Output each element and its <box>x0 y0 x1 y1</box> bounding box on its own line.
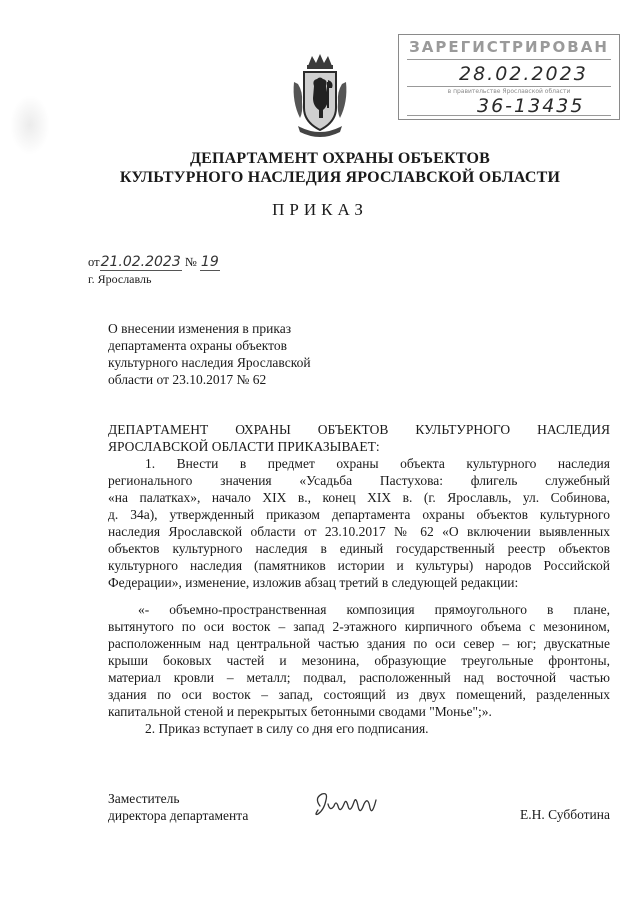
order-date: 21.02.2023 <box>100 254 181 270</box>
subject-line: О внесении изменения в приказ <box>108 321 292 336</box>
body-line: здания по оси восток – запад, состоящий из двух помещений, разделенных <box>108 687 610 702</box>
handwritten-signature-icon <box>310 788 380 822</box>
body-line: наследия Ярославской области от 23.10.2017 № 62 «О включении выявленных <box>108 524 610 539</box>
order-subject <box>108 320 311 388</box>
stamp-number: 36-13435 <box>477 95 585 117</box>
stamp-note: в правительстве Ярославской области <box>447 88 571 95</box>
body-line: 2. Приказ вступает в силу со дня его подписания. <box>145 721 429 736</box>
body-line: регионального значения «Усадьба Пастухова: флигель служебный <box>108 473 610 488</box>
department-name-line2: КУЛЬТУРНОГО НАСЛЕДИЯ ЯРОСЛАВСКОЙ ОБЛАСТИ <box>119 169 561 186</box>
department-name-line1: ДЕПАРТАМЕНТ ОХРАНЫ ОБЪЕКТОВ <box>189 150 491 167</box>
signatory-title <box>108 790 248 824</box>
body-line: расположенным над центральной частью здания по оси север – юг; двускатные <box>108 636 610 651</box>
body-line: объектов культурного наследия в единый государственный реестр объектов <box>108 541 610 556</box>
body-line: ЯРОСЛАВСКОЙ ОБЛАСТИ ПРИКАЗЫВАЕТ: <box>108 439 380 454</box>
body-line: капитальной стеной и перекрытых бетонными сводами "Монье";». <box>108 704 492 719</box>
signatory-title-line2: директора департамента <box>108 808 249 823</box>
body-line: «на палатках», начало XIX в., конец XIX в. (г. Ярославль, ул. Собинова, <box>108 490 610 505</box>
stamp-divider <box>407 86 611 87</box>
subject-line: департамента охраны объектов <box>108 338 287 353</box>
body-line: ДЕПАРТАМЕНТ ОХРАНЫ ОБЪЕКТОВ КУЛЬТУРНОГО НАСЛЕДИЯ <box>108 422 610 437</box>
body-line: вытянутого по оси восток – запад 2-этажного кирпичного объема с мезонином, <box>108 619 610 634</box>
stamp-title: ЗАРЕГИСТРИРОВАН <box>409 38 609 56</box>
body-line: культурного наследия (памятников истории и культуры) народов Российской <box>108 558 610 573</box>
subject-line: области от 23.10.2017 № 62 <box>108 372 267 387</box>
coat-of-arms-icon <box>290 52 350 138</box>
body-line: 1. Внести в предмет охраны объекта культурного наследия <box>145 456 610 471</box>
stamp-date: 28.02.2023 <box>459 63 588 85</box>
body-line: Федерации», изменение, изложив абзац третий в следующей редакции: <box>108 575 519 590</box>
body-line: «- объемно-пространственная композиция прямоугольного в плане, <box>138 602 610 617</box>
subject-line: культурного наследия Ярославской <box>108 355 311 370</box>
body-line: крыши боковых частей и мезонина, образующие треугольные фронтоны, <box>108 653 610 668</box>
order-number: 19 <box>200 254 219 270</box>
signatory-name: Е.Н. Субботина <box>519 807 610 822</box>
order-body-quote <box>108 601 610 737</box>
registration-stamp <box>398 34 620 120</box>
stamp-divider <box>407 59 611 60</box>
date-prefix: от <box>88 255 100 269</box>
document-type-heading: ПРИКАЗ <box>272 200 368 219</box>
body-line: д. 34а), утвержденный приказом департамента охраны объектов культурного <box>108 507 610 522</box>
order-body <box>108 421 610 591</box>
order-date-number <box>88 254 220 270</box>
order-city: г. Ярославль <box>88 272 152 286</box>
body-line: материал кровли – металл; подвал, расположенный над восточной частью <box>108 670 610 685</box>
number-prefix: № <box>184 255 197 269</box>
signatory-title-line1: Заместитель <box>108 791 180 806</box>
scan-smudge <box>10 95 50 155</box>
